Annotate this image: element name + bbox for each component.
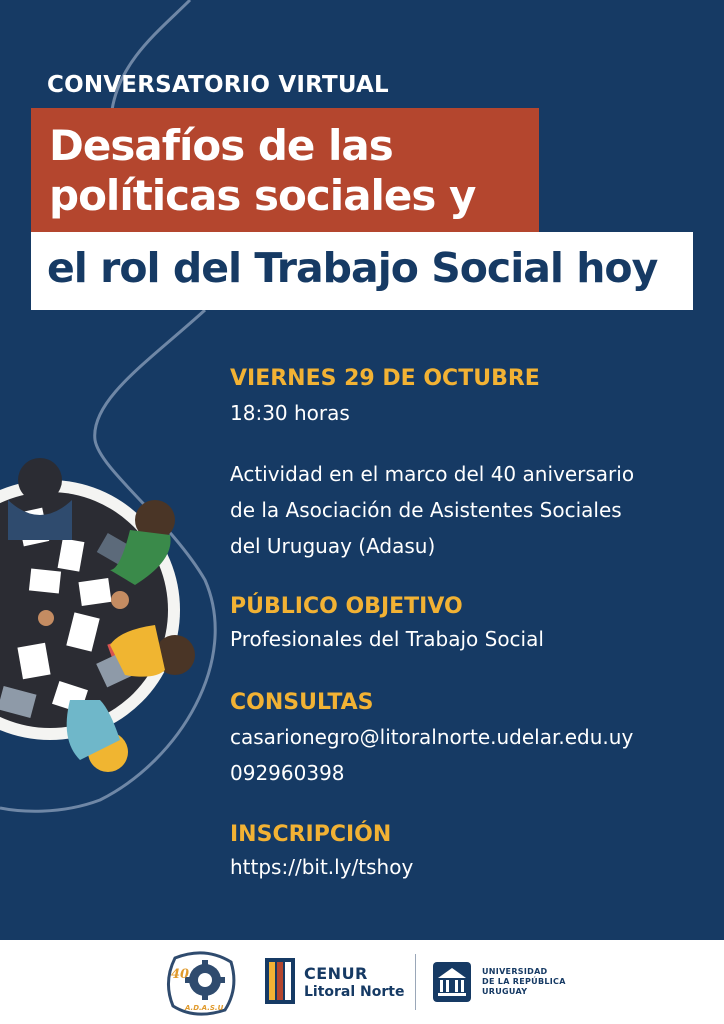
registration-block: [230, 822, 700, 885]
contact-email[interactable]: casarionegro@litoralnorte.udelar.edu.uy: [230, 725, 634, 749]
title-line-3: el rol del Trabajo Social hoy: [47, 244, 658, 292]
cenur-book-logo: [265, 958, 295, 1004]
audience-label: PÚBLICO OBJETIVO: [230, 594, 463, 619]
description-line-3: del Uruguay (Adasu): [230, 534, 436, 558]
adasu-name: A.D.A.S.U: [185, 1004, 224, 1012]
footer-logos: [0, 940, 724, 1024]
contact-label: CONSULTAS: [230, 690, 374, 715]
title-box-red: [31, 108, 539, 232]
cenur-title: CENUR: [304, 964, 368, 983]
registration-url[interactable]: https://bit.ly/tshoy: [230, 855, 414, 879]
description-line-1: Actividad en el marco del 40 aniversario: [230, 462, 635, 486]
audience-block: [230, 594, 700, 657]
event-time: 18:30 horas: [230, 401, 350, 425]
contact-block: [230, 690, 700, 791]
event-type-label: CONVERSATORIO VIRTUAL: [47, 72, 389, 98]
footer-divider: [415, 954, 416, 1010]
registration-label: INSCRIPCIÓN: [230, 822, 392, 847]
adasu-number: 40: [171, 967, 190, 982]
event-date-block: [230, 366, 700, 431]
audience-value: Profesionales del Trabajo Social: [230, 627, 544, 651]
udelar-building-logo: [433, 962, 471, 1002]
udelar-line-1: UNIVERSIDAD: [482, 967, 548, 976]
event-description: [230, 456, 700, 564]
udelar-line-3: URUGUAY: [482, 987, 528, 996]
title-box-white: [31, 232, 693, 310]
contact-phone[interactable]: 092960398: [230, 761, 345, 785]
people-around-table-illustration: [0, 440, 220, 780]
cenur-subtitle: Litoral Norte: [304, 984, 405, 1000]
event-date: VIERNES 29 DE OCTUBRE: [230, 366, 540, 391]
title-line-1: Desafíos de las: [49, 121, 393, 170]
udelar-line-2: DE LA REPÚBLICA: [482, 977, 566, 986]
title-line-2: políticas sociales y: [49, 171, 476, 220]
adasu-gear-logo: [165, 948, 237, 1018]
description-line-2: de la Asociación de Asistentes Sociales: [230, 498, 622, 522]
